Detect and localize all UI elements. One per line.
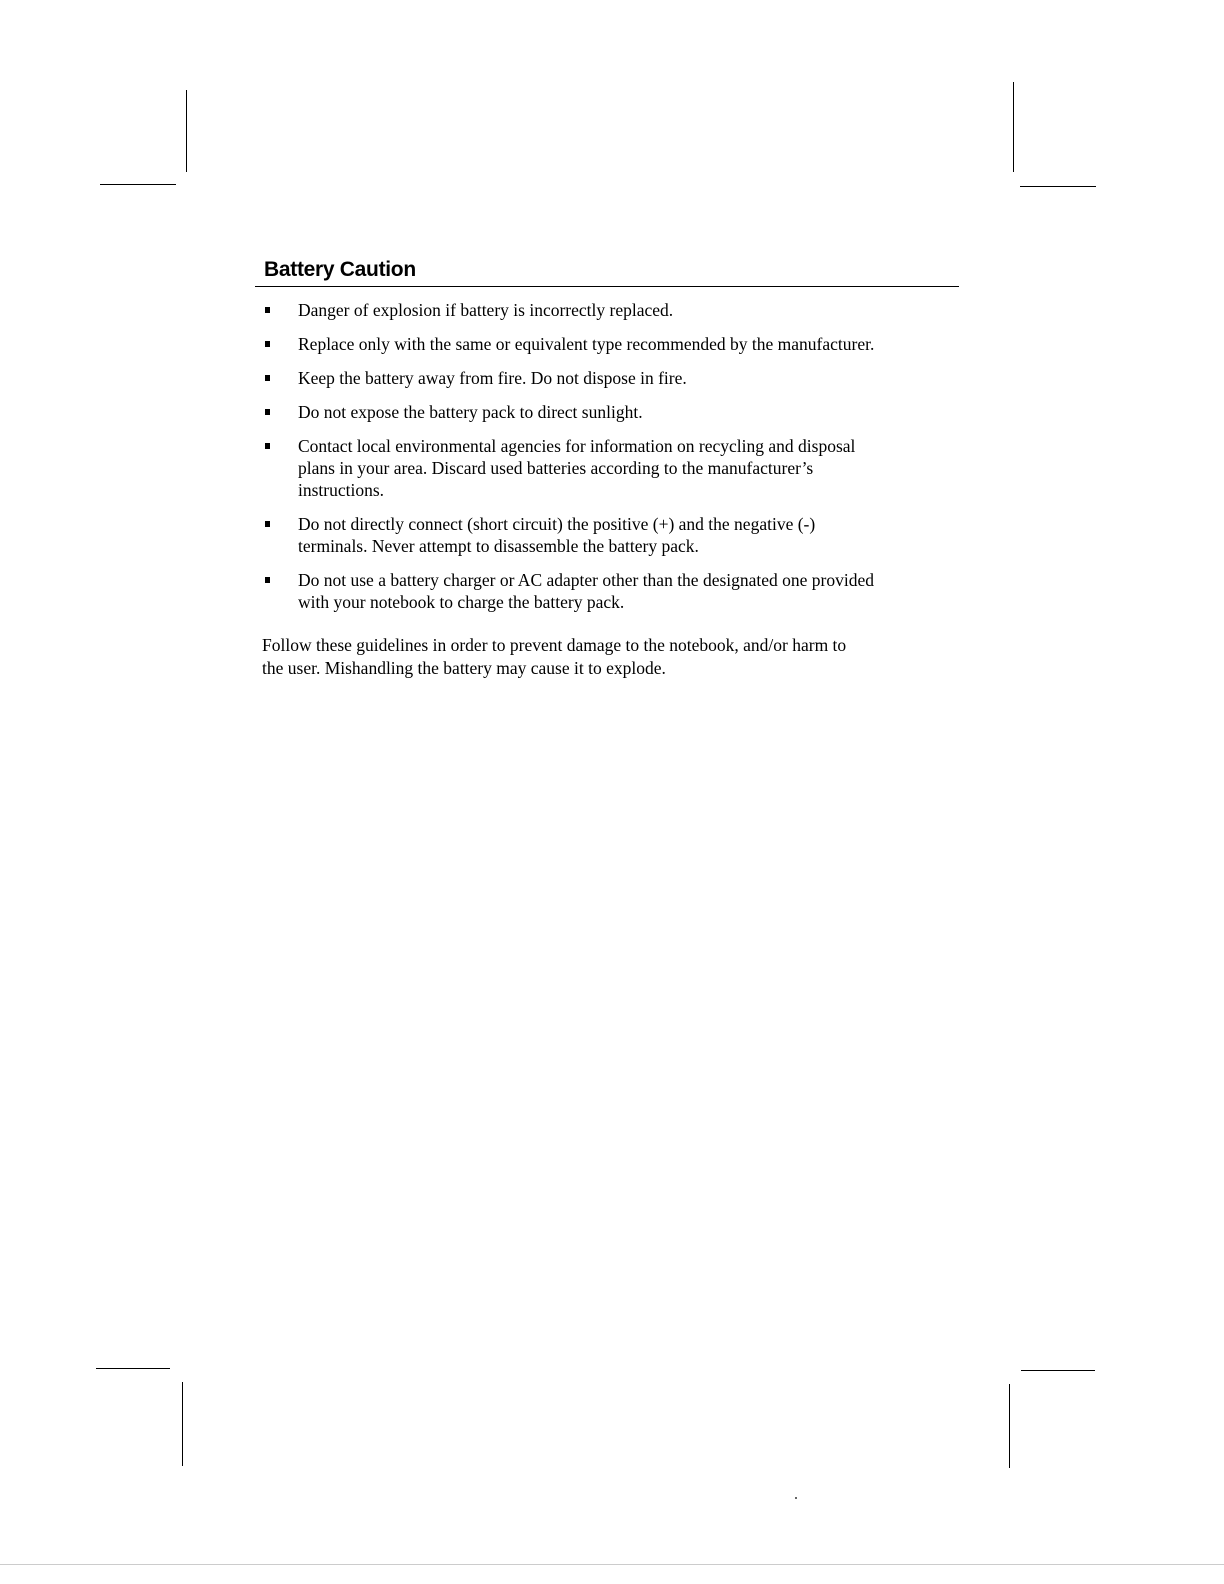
caution-item-line: plans in your area. Discard used batteries according to the manufacturer’s	[298, 458, 814, 478]
caution-item-line: with your notebook to charge the battery pack.	[298, 592, 625, 612]
caution-list	[262, 299, 962, 625]
bullet-icon	[265, 409, 270, 415]
crop-mark-top-right-horizontal	[1020, 186, 1096, 187]
caution-item-line: Do not expose the battery pack to direct sunlight.	[298, 402, 643, 422]
caution-item-line: Do not use a battery charger or AC adapter other than the designated one provided	[298, 570, 875, 590]
caution-item-line: Contact local environmental agencies for information on recycling and disposal	[298, 436, 856, 456]
bullet-icon	[265, 375, 270, 381]
caution-item-line: terminals. Never attempt to disassemble the battery pack.	[298, 536, 699, 556]
crop-mark-top-left-vertical	[186, 90, 187, 172]
caution-item	[262, 299, 962, 321]
closing-paragraph	[262, 634, 962, 680]
paragraph-line: the user. Mishandling the battery may cause it to explode.	[262, 658, 666, 678]
battery-caution-section	[262, 256, 962, 678]
caution-item-line: Replace only with the same or equivalent type recommended by the manufacturer.	[298, 334, 875, 354]
bullet-icon	[265, 341, 270, 347]
page-bottom-edge	[0, 1564, 1224, 1565]
caution-item	[262, 401, 962, 423]
heading-rule	[255, 286, 959, 287]
caution-item-line: Danger of explosion if battery is incorrectly replaced.	[298, 300, 674, 320]
caution-item	[262, 367, 962, 389]
bullet-icon	[265, 521, 270, 527]
paragraph-line: Follow these guidelines in order to prevent damage to the notebook, and/or harm to	[262, 635, 847, 655]
bullet-icon	[265, 443, 270, 449]
crop-mark-top-left-horizontal	[100, 184, 176, 185]
bullet-icon	[265, 577, 270, 583]
caution-item	[262, 435, 962, 501]
bullet-icon	[265, 307, 270, 313]
scan-speck	[795, 1497, 797, 1499]
caution-item-line: Keep the battery away from fire. Do not dispose in fire.	[298, 368, 687, 388]
crop-mark-bottom-right-vertical	[1009, 1384, 1010, 1468]
caution-item	[262, 513, 962, 557]
caution-item-line: instructions.	[298, 480, 385, 500]
section-heading: Battery Caution	[264, 258, 416, 281]
crop-mark-bottom-left-vertical	[182, 1382, 183, 1466]
crop-mark-bottom-left-horizontal	[96, 1368, 170, 1369]
crop-mark-bottom-right-horizontal	[1021, 1370, 1095, 1371]
caution-item	[262, 569, 962, 613]
caution-item	[262, 333, 962, 355]
crop-mark-top-right-vertical	[1013, 82, 1014, 172]
caution-item-line: Do not directly connect (short circuit) the positive (+) and the negative (-)	[298, 514, 816, 534]
